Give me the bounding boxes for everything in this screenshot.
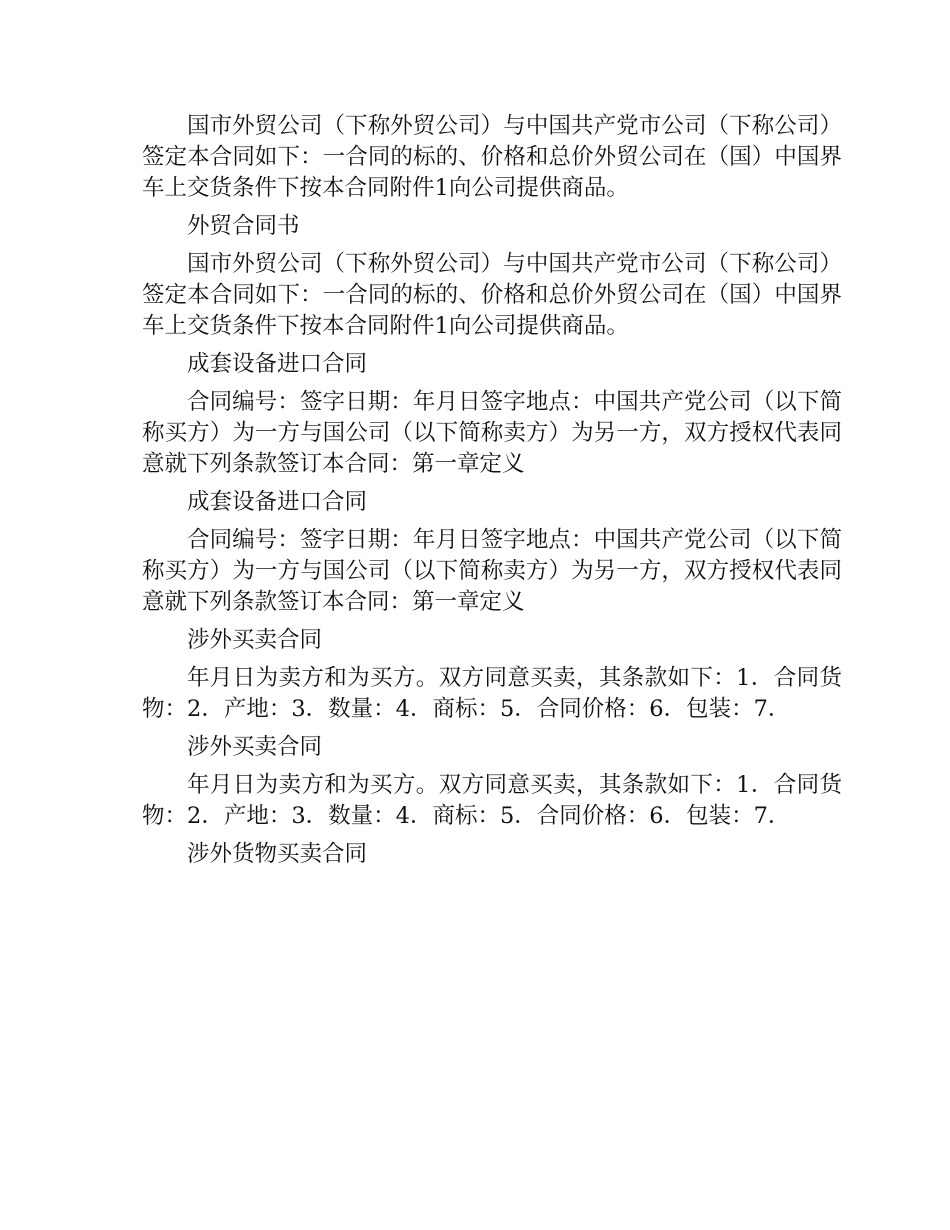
heading-foreign-goods-sales-contract: 涉外货物买卖合同 [187, 841, 368, 867]
heading-equipment-import-contract: 成套设备进口合同 [187, 351, 368, 377]
paragraph-4: 合同编号：签字日期：年月日签字地点：中国共产党公司（以下简称买方）为一方与国公司（以下简称卖方）为另一方，双方授权代表同意就下列条款签订本合同：第一章定义 [142, 527, 842, 615]
heading-equipment-import-contract-2: 成套设备进口合同 [187, 489, 368, 515]
heading-foreign-sales-contract-2: 涉外买卖合同 [187, 734, 323, 760]
paragraph-1: 国市外贸公司（下称外贸公司）与中国共产党市公司（下称公司）签定本合同如下：一合同的标的、价格和总价外贸公司在（国）中国界车上交货条件下按本合同附件1向公司提供商品。 [142, 113, 842, 201]
heading-foreign-trade-contract: 外贸合同书 [187, 213, 300, 239]
paragraph-2: 国市外贸公司（下称外贸公司）与中国共产党市公司（下称公司）签定本合同如下：一合同的标的、价格和总价外贸公司在（国）中国界车上交货条件下按本合同附件1向公司提供商品。 [142, 251, 842, 339]
paragraph-6: 年月日为卖方和为买方。双方同意买卖，其条款如下：1．合同货物：2．产地：3．数量：4．商标：5．合同价格：6．包装：7． [142, 772, 842, 829]
document-body [142, 111, 842, 870]
paragraph-5: 年月日为卖方和为买方。双方同意买卖，其条款如下：1．合同货物：2．产地：3．数量：4．商标：5．合同价格：6．包装：7． [142, 665, 842, 722]
heading-foreign-sales-contract: 涉外买卖合同 [187, 627, 323, 653]
paragraph-3: 合同编号：签字日期：年月日签字地点：中国共产党公司（以下简称买方）为一方与国公司（以下简称卖方）为另一方，双方授权代表同意就下列条款签订本合同：第一章定义 [142, 389, 842, 477]
